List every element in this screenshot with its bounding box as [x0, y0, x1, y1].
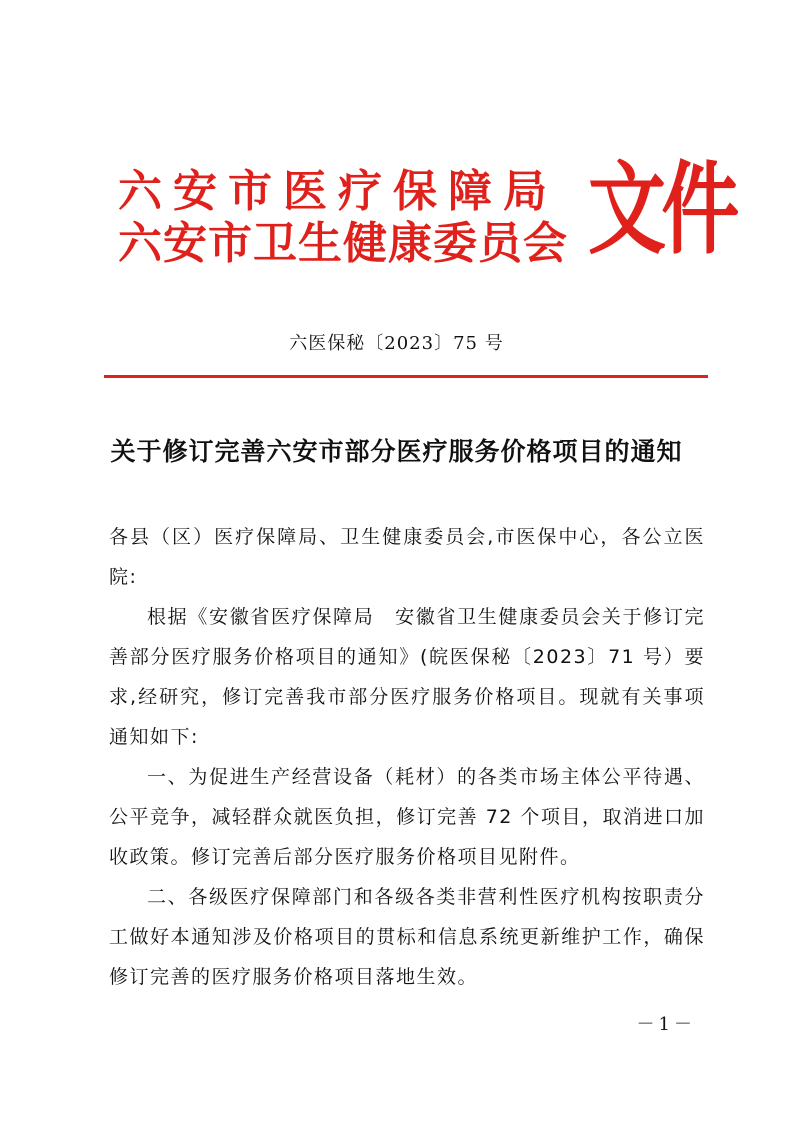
body-paragraph-intro: 根据《安徽省医疗保障局 安徽省卫生健康委员会关于修订完善部分医疗服务价格项目的通知》(皖医保秘〔2023〕71 号）要求,经研究，修订完善我市部分医疗服务价格项目。现就有关事项通知如下:: [109, 606, 705, 748]
red-divider-line: [104, 375, 708, 378]
document-number: 六医保秘〔2023〕75 号: [289, 333, 504, 354]
page-number: －1－: [636, 1014, 696, 1035]
issuer-line-health-commission: 六安市卫生健康委员会: [118, 218, 568, 269]
body-paragraph-item-1: 一、为促进生产经营设备（耗材）的各类市场主体公平待遇、公平竞争，减轻群众就医负担，修订完善 72 个项目，取消进口加收政策。修订完善后部分医疗服务价格项目见附件。: [109, 766, 705, 868]
addressee-line: 各县（区）医疗保障局、卫生健康委员会,市医保中心，各公立医院:: [109, 526, 705, 588]
body-paragraph-item-2: 二、各级医疗保障部门和各级各类非营利性医疗机构按职责分工做好本通知涉及价格项目的贯标和信息系统更新维护工作，确保修订完善的医疗服务价格项目落地生效。: [109, 886, 705, 988]
document-body: [109, 517, 705, 997]
document-title: 关于修订完善六安市部分医疗服务价格项目的通知: [110, 437, 683, 466]
document-type-label: 文件: [588, 151, 735, 268]
document-header: [118, 150, 735, 300]
issuer-line-medical-security-bureau: 六安市医疗保障局: [118, 166, 558, 217]
